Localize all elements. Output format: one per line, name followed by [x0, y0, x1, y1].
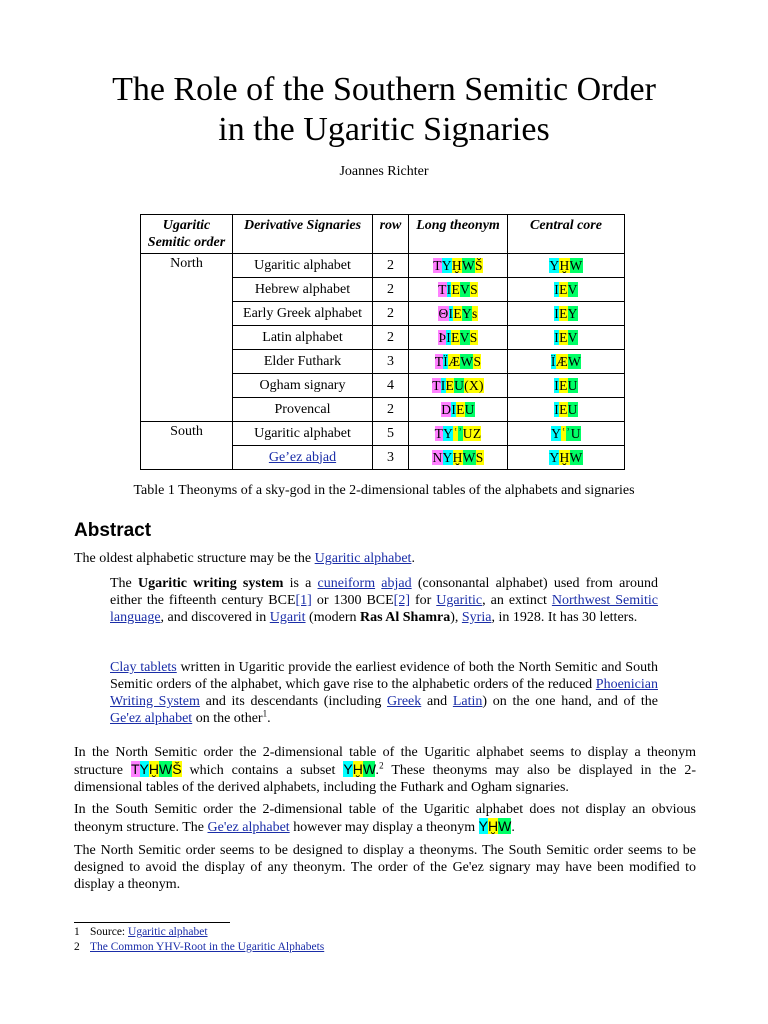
- theonym-letter: I: [446, 329, 452, 345]
- theonym-letter: Ḫ: [559, 449, 570, 465]
- paragraph-north-order: [74, 744, 696, 796]
- cell-signary: [233, 422, 373, 446]
- cell-semitic-order: [141, 278, 233, 302]
- theonym-letter: S: [473, 353, 482, 369]
- theonym-letter: Ï: [550, 353, 556, 369]
- signary-table: [140, 214, 625, 470]
- text-run: is a: [283, 576, 318, 591]
- footnote-link[interactable]: Ugaritic alphabet: [128, 926, 208, 938]
- table-row: [141, 422, 625, 446]
- text-run: In the South Semitic order the 2-dimensional table of the Ugaritic alphabet does not display an obvious theonym structure. The: [74, 802, 696, 835]
- cell-long-theonym: [409, 254, 508, 278]
- inline-link[interactable]: Ugaritic: [436, 593, 483, 608]
- footnote-1: [74, 926, 208, 938]
- theonym-letter: E: [456, 401, 465, 417]
- footnote-number: 2: [74, 941, 80, 953]
- bold-text: Ras Al Shamra: [359, 610, 451, 625]
- quote-paragraph-1: [110, 575, 658, 626]
- table-row: [141, 254, 625, 278]
- theonym-letter: Y: [549, 257, 560, 273]
- theonym-letter: S: [469, 329, 478, 345]
- theonym-letter: Æ: [555, 353, 569, 369]
- theonym-letter: ʿ: [561, 425, 566, 441]
- theonym-letter: D: [441, 401, 452, 417]
- cell-semitic-order: North: [141, 254, 233, 278]
- cell-semitic-order: [141, 374, 233, 398]
- signary-name: Ugaritic alphabet: [254, 257, 351, 273]
- cell-row: 5: [373, 422, 409, 446]
- cell-row: 2: [373, 278, 409, 302]
- theonym-letter: W: [568, 353, 582, 369]
- highlighted-letter: T: [130, 761, 140, 777]
- theonym-letter: I: [554, 329, 560, 345]
- theonym-letter: T: [432, 377, 441, 393]
- theonym-letter: Y: [441, 257, 452, 273]
- text-run: for: [410, 593, 437, 608]
- theonym-letter: Y: [461, 305, 472, 321]
- inline-link[interactable]: Ge'ez alphabet: [207, 820, 290, 835]
- page-title: [0, 70, 768, 150]
- cell-row: 2: [373, 398, 409, 422]
- highlighted-letter: W: [362, 761, 376, 777]
- cell-signary: [233, 278, 373, 302]
- quote-paragraph-2: [110, 659, 658, 727]
- paragraph-intro: [74, 550, 694, 567]
- title-line-1: The Role of the Southern Semitic Order: [112, 71, 656, 108]
- theonym-letter: T: [434, 425, 444, 441]
- text-run: The: [110, 576, 138, 591]
- theonym-letter: E: [559, 281, 568, 297]
- inline-link[interactable]: Ugaritic alphabet: [314, 551, 412, 566]
- cell-long-theonym: [409, 302, 508, 326]
- table-row: [141, 398, 625, 422]
- cell-semitic-order: [141, 446, 233, 470]
- inline-link[interactable]: [1]: [295, 593, 312, 608]
- text-run: , in 1928. It has 30 letters.: [491, 610, 638, 625]
- theonym-letter: W: [569, 257, 583, 273]
- theonym-letter: V: [567, 281, 578, 297]
- table-row: [141, 374, 625, 398]
- signary-name: Ogham signary: [259, 377, 346, 393]
- highlighted-letter: Ḫ: [488, 818, 499, 834]
- theonym-letter: W: [462, 449, 476, 465]
- paragraph-south-order: [74, 801, 696, 836]
- inline-link[interactable]: cuneiform: [317, 576, 376, 591]
- table-caption: Table 1 Theonyms of a sky-god in the 2-dimensional tables of the alphabets and signaries: [133, 483, 635, 498]
- text-run: , an extinct: [482, 593, 552, 608]
- text-run: .: [267, 711, 271, 726]
- signary-name: Early Greek alphabet: [243, 305, 362, 321]
- inline-link[interactable]: Clay tablets: [110, 660, 177, 675]
- table-row: [141, 278, 625, 302]
- cell-row: 2: [373, 326, 409, 350]
- text-run: , and discovered in: [160, 610, 270, 625]
- signary-name: Ugaritic alphabet: [254, 425, 351, 441]
- theonym-letter: U: [454, 377, 465, 393]
- table-row: [141, 302, 625, 326]
- theonym-letter: Æ: [448, 353, 461, 369]
- text-run: The oldest alphabetic structure may be the: [74, 551, 315, 566]
- cell-semitic-order: [141, 326, 233, 350]
- highlighted-letter: W: [498, 818, 512, 834]
- inline-link[interactable]: abjad: [381, 576, 412, 591]
- inline-link[interactable]: Latin: [452, 694, 483, 709]
- table-row: [141, 446, 625, 470]
- cell-signary: [233, 326, 373, 350]
- theonym-letter: ʿ: [453, 425, 458, 441]
- paragraph-conclusion: [74, 842, 696, 893]
- cell-signary: [233, 254, 373, 278]
- signary-name: Hebrew alphabet: [254, 281, 351, 297]
- theonym-letter: ʾ: [458, 425, 463, 441]
- theonym-letter: I: [554, 281, 560, 297]
- theonym-letter: E: [559, 329, 568, 345]
- text-run: ),: [450, 610, 462, 625]
- cell-long-theonym: [409, 326, 508, 350]
- theonym-letter: W: [460, 353, 474, 369]
- highlighted-letter: Š: [172, 761, 182, 777]
- cell-central-core: [508, 350, 625, 374]
- text-run: on the other: [192, 711, 263, 726]
- inline-link[interactable]: Syria: [461, 610, 492, 625]
- cell-semitic-order: [141, 398, 233, 422]
- highlighted-letter: Ḫ: [352, 761, 363, 777]
- cell-central-core: [508, 446, 625, 470]
- theonym-letter: S: [470, 281, 478, 297]
- text-run: and its descendants (including: [199, 694, 388, 709]
- text-run: written in Ugaritic provide the earliest evidence of both the North Semitic and South Semitic orders of the alphabet, which gave rise to the alphabetic orders of the reduced: [110, 660, 658, 692]
- highlighted-letter: Ḫ: [148, 761, 159, 777]
- theonym-letter: U: [567, 401, 578, 417]
- theonym-letter: Y: [443, 425, 454, 441]
- header-long-theonym: Long theonym: [409, 215, 508, 254]
- table-header-row: [141, 215, 625, 254]
- cell-signary: [233, 350, 373, 374]
- cell-central-core: [508, 398, 625, 422]
- cell-semitic-order: [141, 302, 233, 326]
- signary-name: Elder Futhark: [263, 353, 342, 369]
- signary-name: Provencal: [274, 401, 331, 417]
- highlighted-letter: Y: [478, 818, 488, 834]
- cell-row: 4: [373, 374, 409, 398]
- text-run: (consonantal alphabet) used from around either the fifteenth century BCE: [110, 576, 659, 608]
- bold-text: Ugaritic writing system: [137, 576, 284, 591]
- footnote-ref: 1: [262, 708, 268, 719]
- theonym-letter: Þ: [438, 329, 447, 345]
- theonym-letter: T: [438, 281, 447, 297]
- theonym-letter: E: [559, 377, 568, 393]
- cell-row: 2: [373, 302, 409, 326]
- theonym-letter: E: [453, 305, 462, 321]
- cell-central-core: [508, 422, 625, 446]
- theonym-letter: S: [475, 449, 484, 465]
- text-run: however may display a theonym: [289, 820, 479, 835]
- theonym-letter: E: [445, 377, 455, 393]
- header-row: row: [373, 215, 409, 254]
- cell-central-core: [508, 374, 625, 398]
- abstract-heading: Abstract: [74, 520, 152, 541]
- highlighted-letter: Y: [139, 761, 149, 777]
- cell-row: 3: [373, 446, 409, 470]
- footnote-ref: 2: [379, 760, 384, 771]
- text-run: (modern: [305, 610, 360, 625]
- text-run: and: [421, 694, 453, 709]
- theonym-letter: T: [433, 257, 442, 273]
- text-run: .: [411, 551, 415, 566]
- theonym-letter: Ḫ: [451, 257, 462, 273]
- theonym-letter: V: [567, 329, 578, 345]
- theonym-letter: I: [554, 377, 560, 393]
- theonym-letter: (X): [464, 377, 484, 393]
- theonym-letter: Y: [442, 449, 453, 465]
- cell-long-theonym: [409, 398, 508, 422]
- footnote-2: [74, 941, 324, 953]
- theonym-letter: I: [554, 305, 560, 321]
- cell-central-core: [508, 302, 625, 326]
- cell-semitic-order: South: [141, 422, 233, 446]
- theonym-letter: I: [446, 281, 452, 297]
- title-line-2: in the Ugaritic Signaries: [218, 111, 550, 148]
- theonym-letter: I: [448, 305, 454, 321]
- cell-long-theonym: [409, 422, 508, 446]
- text-run: ) on the one hand, and of the: [482, 694, 658, 709]
- cell-row: 2: [373, 254, 409, 278]
- theonym-letter: V: [459, 329, 470, 345]
- highlighted-letter: W: [158, 761, 173, 777]
- theonym-letter: I: [440, 377, 446, 393]
- theonym-letter: I: [451, 401, 457, 417]
- theonym-letter: Θ: [438, 305, 449, 321]
- inline-link[interactable]: Ge'ez alphabet: [110, 711, 193, 726]
- theonym-letter: Y: [551, 425, 562, 441]
- theonym-letter: UZ: [462, 425, 482, 441]
- theonym-letter: Š: [474, 257, 483, 273]
- theonym-letter: V: [460, 281, 471, 297]
- theonym-letter: Ï: [443, 353, 449, 369]
- header-derivative-signaries: Derivative Signaries: [233, 215, 373, 254]
- cell-central-core: [508, 326, 625, 350]
- theonym-letter: E: [559, 305, 568, 321]
- cell-row: 3: [373, 350, 409, 374]
- footnote-number: 1: [74, 926, 80, 938]
- inline-link[interactable]: Ugarit: [269, 610, 306, 625]
- text-run: The North Semitic order seems to be designed to display a theonyms. The South Semitic order seems to be designed to avoid the display of any theonym. The order of the Ge'ez signary may have been modified to display a theonym.: [74, 843, 696, 892]
- cell-long-theonym: [409, 374, 508, 398]
- text-run: These theonyms may also be displayed in the 2-dimensional tables of the derived alphabets, including the Futhark and Ogham signaries.: [74, 763, 696, 795]
- theonym-letter: Y: [549, 449, 560, 465]
- text-run: .: [511, 820, 515, 835]
- theonym-letter: U: [567, 377, 578, 393]
- signary-name: Latin alphabet: [262, 329, 343, 345]
- cell-central-core: [508, 254, 625, 278]
- inline-link[interactable]: Northwest Semitic language: [110, 593, 658, 625]
- theonym-letter: Ḫ: [452, 449, 463, 465]
- cell-long-theonym: [409, 350, 508, 374]
- text-run: which contains a subset: [181, 763, 344, 778]
- cell-signary: [233, 398, 373, 422]
- theonym-letter: E: [559, 401, 568, 417]
- table-row: [141, 326, 625, 350]
- theonym-letter: s: [471, 305, 478, 321]
- inline-link[interactable]: [2]: [393, 593, 410, 608]
- cell-semitic-order: [141, 350, 233, 374]
- signary-link[interactable]: Ge’ez abjad: [268, 449, 337, 465]
- cell-long-theonym: [409, 278, 508, 302]
- theonym-letter: Y: [567, 305, 578, 321]
- inline-link[interactable]: Phoenician Writing System: [110, 677, 658, 709]
- highlighted-letter: Y: [343, 761, 353, 777]
- theonym-letter: ʾU: [566, 425, 581, 441]
- header-central-core: Central core: [508, 215, 625, 254]
- table-row: [141, 350, 625, 374]
- theonym-letter: Ḫ: [559, 257, 570, 273]
- theonym-letter: W: [461, 257, 475, 273]
- theonym-letter: U: [464, 401, 475, 417]
- theonym-letter: T: [434, 353, 444, 369]
- cell-signary: [233, 446, 373, 470]
- cell-signary: [233, 302, 373, 326]
- theonym-letter: E: [451, 329, 460, 345]
- cell-signary: [233, 374, 373, 398]
- footnote-divider: [74, 922, 230, 923]
- header-semitic-order: Ugaritic Semitic order: [141, 215, 233, 254]
- theonym-letter: I: [554, 401, 560, 417]
- theonym-letter: N: [432, 449, 443, 465]
- footnote-link[interactable]: The Common YHV-Root in the Ugaritic Alphabets: [90, 941, 325, 953]
- theonym-letter: E: [451, 281, 460, 297]
- inline-link[interactable]: Greek: [387, 694, 422, 709]
- text-run: or 1300 BCE: [311, 593, 394, 608]
- cell-central-core: [508, 278, 625, 302]
- cell-long-theonym: [409, 446, 508, 470]
- footnote-text: Source:: [90, 926, 129, 938]
- text-run: In the North Semitic order the 2-dimensional table of the Ugaritic alphabet seems to display a theonym structure: [74, 745, 696, 778]
- highlighted-letter: .: [375, 761, 380, 777]
- author: Joannes Richter: [339, 164, 429, 179]
- theonym-letter: W: [569, 449, 583, 465]
